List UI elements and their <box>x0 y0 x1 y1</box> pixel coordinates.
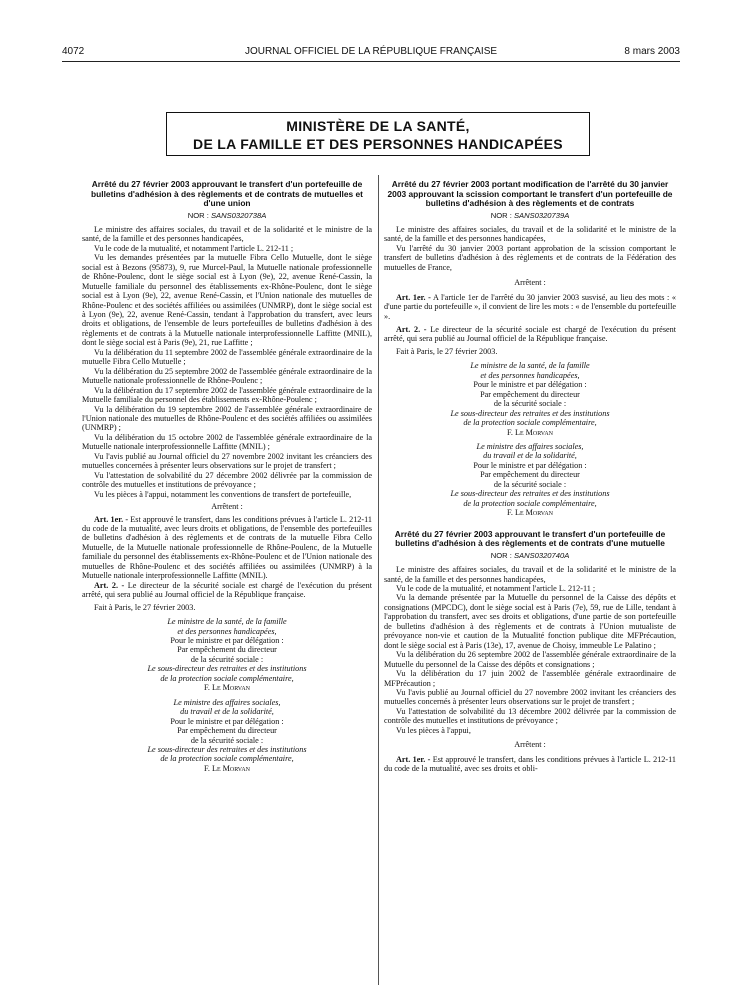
signatory-name: F. Le Morvan <box>203 683 251 693</box>
signature-line: de la protection sociale complémentaire, <box>160 673 294 683</box>
decree-title: Arrêté du 27 février 2003 approuvant le transfert d'un portefeuille de bulletins d'adhésion à des règlements et de contrats de mutuelles et d'une union <box>91 179 363 208</box>
nor-label: NOR : <box>187 210 209 220</box>
signature-line: de la sécurité sociale : <box>493 479 567 489</box>
signatory-name: F. Le Morvan <box>203 763 251 773</box>
article-1-text: A l'article 1er de l'arrêté du 30 janvier 2003 susvisé, au lieu des mots : « d'une partie du portefeuille », il convient de lire les mots : « de l'ensemble du portefeuille ». <box>384 292 676 321</box>
signature-line: du travail et de la solidarité, <box>180 707 274 717</box>
article-2-text: Le directeur de la sécurité sociale est chargé de l'exécution du présent arrêté, qui sera publié au Journal officiel de la République française. <box>384 325 677 344</box>
arretent: Arrêtent : <box>514 278 546 288</box>
article-1 <box>384 755 676 774</box>
paragraph: Vu le code de la mutualité, et notamment l'article L. 212-11 ; <box>396 584 596 593</box>
ministry-line-1: MINISTÈRE DE LA SANTÉ, <box>286 118 470 134</box>
nor-code: SANS0320740A <box>513 550 570 560</box>
journal-title: JOURNAL OFFICIEL DE LA RÉPUBLIQUE FRANÇAISE <box>244 46 498 57</box>
signature-line: de la sécurité sociale : <box>190 654 264 664</box>
page-number: 4072 <box>62 46 85 57</box>
signature-line: Le sous-directeur des retraites et des institutions <box>450 408 610 418</box>
decree-title-modification: Arrêté du 27 février 2003 portant modification de l'arrêté du 30 janvier 2003 approuvant la scission comportant le transfert d'un portefeuille de bulletins d'adhésion à des règlements et de contrats <box>387 179 673 208</box>
signature-line: Pour le ministre et par délégation : <box>473 380 587 390</box>
article-1-text: Est approuvé le transfert, dans les conditions prévues à l'article L. 212-11 du code de la mutualité, avec leurs droits et obligations, de l'ensemble des portefeuilles de bulletins d'adhésion à des règlements et de contrats de la mutuelle Fibra Cello Mutuelle, de la Mutuelle nationale professionnelle de Rhône-Poulenc, de la Mutuelle familiale du personnel des établissements ex-Rhône-Poulenc et de l'Union nationale des mutuelles de Rhône-Poulenc et des sociétés affiliées ou assimilées (UNMRP) à la Mutuelle nationale interprofessionnelle Laffitte (MNIL). <box>82 514 373 581</box>
arretent: Arrêtent : <box>514 740 546 750</box>
paragraph: Vu les demandes présentées par la mutuelle Fibra Cello Mutuelle, dont le siège social est à Bezons (95873), 9, rue Murcel-Paul, la Mutuelle nationale professionnelle de Rhône-Poulenc, dont le siège social est à Lyon (9e), 22, avenue René-Cassin, la Mutuelle familiale du personnel des établissements ex-Rhône-Poulenc, dont le siège social est à Lyon (9e), 22, avenue René-Cassin, et l'Union nationale des mutuelles de Rhône-Poulenc et des sociétés affiliées ou assimilées (UNMRP), dont le siège social est à Lyon (9e), 22, avenue René-Cassin, tendant à l'approbation du transfert, avec leurs droits et obligations, de l'ensemble de leurs portefeuilles de bulletins d'adhésion à des règlements et de contrats à la Mutuelle nationale interprofessionnelle Laffitte (MNIL), dont le siège social est à Paris (9e), 21, rue Laffitte ; <box>82 253 372 348</box>
nor-label: NOR : <box>490 210 512 220</box>
nor-reference <box>82 211 372 220</box>
paragraph: Vu la délibération du 17 septembre 2002 de l'assemblée générale extraordinaire de la Mutuelle familiale du personnel des établissements ex-Rhône-Poulenc ; <box>82 385 372 405</box>
signatory-name: F. Le Morvan <box>506 427 554 437</box>
left-paragraphs <box>82 225 372 499</box>
signature-line: Le ministre de la santé, de la famille <box>167 617 287 627</box>
signature-line: de la sécurité sociale : <box>190 735 264 745</box>
paragraph: Vu l'attestation de solvabilité du 13 décembre 2002 délivrée par la commission de contrôle des mutuelles et institutions de prévoyance ; <box>384 706 676 726</box>
paragraph: Vu la délibération du 19 septembre 2002 de l'assemblée générale extraordinaire de l'Union nationale des mutuelles de Rhône-Poulenc et des sociétés affiliées ou assimilées (UNMRP) ; <box>82 404 372 433</box>
article-1-text: Est approuvé le transfert, dans les conditions prévues à l'article L. 212-11 du code de la mutualité, avec ses droits et obli- <box>384 754 677 774</box>
ministry-heading-box <box>166 112 590 156</box>
paragraph: Vu l'attestation de solvabilité du 27 décembre 2002 délivrée par la commission de contrôle des mutuelles et institutions de prévoyance ; <box>82 470 372 490</box>
signature-line: Le sous-directeur des retraites et des institutions <box>450 489 610 499</box>
paragraph: Vu la délibération du 17 juin 2002 de l'assemblée générale extraordinaire de MFPrécaution ; <box>384 669 676 688</box>
signature-line: Par empêchement du directeur <box>480 470 580 480</box>
issue-date: 8 mars 2003 <box>624 46 680 57</box>
right-paragraphs <box>384 565 676 735</box>
fait-a-paris: Fait à Paris, le 27 février 2003. <box>94 602 196 612</box>
article-1 <box>384 293 676 321</box>
paragraph: Le ministre des affaires sociales, du travail et de la solidarité et le ministre de la santé, de la famille et des personnes handicapées, <box>384 565 676 584</box>
paragraph: Vu la délibération du 26 septembre 2002 de l'assemblée générale extraordinaire de la Mutuelle du personnel de la Caisse des dépôts et consignations ; <box>384 650 676 669</box>
header-rule <box>62 61 680 62</box>
arretent: Arrêtent : <box>211 502 243 512</box>
signature-line: et des personnes handicapées, <box>177 626 277 636</box>
article-1 <box>82 515 372 581</box>
signature-line: du travail et de la solidarité, <box>483 451 577 461</box>
right-column <box>384 180 676 774</box>
paragraph: Vu les pièces à l'appui, <box>396 725 471 735</box>
signature-block-social-affairs <box>384 442 676 518</box>
signature-line: et des personnes handicapées, <box>480 370 580 380</box>
signature-block-health <box>384 361 676 437</box>
ministry-line-2: DE LA FAMILLE ET DES PERSONNES HANDICAPÉES <box>193 136 563 152</box>
nor-reference-2 <box>384 551 676 560</box>
decree-title-transfer: Arrêté du 27 février 2003 approuvant le transfert d'un portefeuille de bulletins d'adhésion à des règlements et de contrats d'une mutuelle <box>394 528 666 549</box>
signature-block-social-affairs <box>82 698 372 774</box>
signature-line: Pour le ministre et par délégation : <box>473 460 587 470</box>
visa: Vu l'arrêté du 30 janvier 2003 portant approbation de la scission comportant le transfert de bulletins d'adhésion à des règlements et de contrats de la Fédération des mutuelles de France, <box>384 243 676 272</box>
nor-label: NOR : <box>490 550 512 560</box>
signature-line: Le ministre des affaires sociales, <box>476 442 584 452</box>
signature-line: Par empêchement du directeur <box>177 645 277 655</box>
nor-code: SANS0320739A <box>513 210 570 220</box>
paragraph: Le ministre des affaires sociales, du travail et de la solidarité et le ministre de la santé, de la famille et des personnes handicapées, <box>82 224 372 244</box>
signature-line: de la protection sociale complémentaire, <box>463 498 597 508</box>
article-2-text: Le directeur de la sécurité sociale est chargé de l'exécution du présent arrêté, qui sera publié au Journal officiel de la République française. <box>82 580 373 600</box>
article-2 <box>82 581 372 600</box>
paragraph: Vu la délibération du 11 septembre 2002 de l'assemblée générale extraordinaire de la mutuelle Fibra Cello Mutuelle ; <box>82 347 372 367</box>
paragraph: Vu l'avis publié au Journal officiel du 27 novembre 2002 invitant les créanciers des mutuelles concernées à présenter leurs observations sur le projet de transfert ; <box>82 451 372 471</box>
signature-line: Par empêchement du directeur <box>480 389 580 399</box>
article-2-label: Art. 2. - <box>94 580 125 590</box>
paragraph: Vu la délibération du 15 octobre 2002 de l'assemblée générale extraordinaire de la Mutuelle nationale interprofessionnelle Laffitte (MNIL) ; <box>82 432 372 452</box>
signatory-name: F. Le Morvan <box>506 508 554 518</box>
signature-line: Le ministre des affaires sociales, <box>173 697 281 707</box>
signature-line: de la sécurité sociale : <box>493 399 567 409</box>
signature-line: de la protection sociale complémentaire, <box>463 418 597 428</box>
signature-line: Le ministre de la santé, de la famille <box>470 361 590 371</box>
signature-line: Le sous-directeur des retraites et des institutions <box>147 744 307 754</box>
fait-a-paris: Fait à Paris, le 27 février 2003. <box>396 346 498 356</box>
preamble: Le ministre des affaires sociales, du travail et de la solidarité et le ministre de la santé, de la famille et des personnes handicapées, <box>384 224 676 244</box>
paragraph: Vu le code de la mutualité, et notamment l'article L. 212-11 ; <box>94 243 294 253</box>
paragraph: Vu la délibération du 25 septembre 2002 de l'assemblée générale extraordinaire de la Mutuelle nationale professionnelle de Rhône-Poulenc ; <box>82 366 372 386</box>
signature-line: Le sous-directeur des retraites et des institutions <box>147 664 307 674</box>
signature-line: Par empêchement du directeur <box>177 726 277 736</box>
article-1-label: Art. 1er. - <box>396 292 431 302</box>
nor-reference-1 <box>384 211 676 220</box>
paragraph: Vu l'avis publié au Journal officiel du 27 novembre 2002 invitant les créanciers des mutuelles concernés à présenter leurs observations sur le projet de transfert ; <box>384 687 676 707</box>
article-1-label: Art. 1er. - <box>396 754 431 764</box>
paragraph: Vu les pièces à l'appui, notamment les conventions de transfert de portefeuille, <box>94 489 352 499</box>
signature-line: Pour le ministre et par délégation : <box>170 635 284 645</box>
column-separator <box>378 175 379 985</box>
running-header <box>62 46 680 60</box>
article-1-label: Art. 1er. - <box>94 514 129 524</box>
paragraph: Vu la demande présentée par la Mutuelle du personnel de la Caisse des dépôts et consignations (MPCDC), dont le siège social est à Paris (7e), 59, rue de Lille, tendant à l'approbation du transfert, avec ses droits et obligations, d'une partie de son portefeuille de bulletins d'adhésion à des règlements et de contrats à l'Union mutualiste de prévoyance non-vie et caution de la Mutualité fonction publique dite MFPrécaution, dont le siège social est à Paris (13e), 17, avenue de Choisy, immeuble Le Palatino ; <box>384 593 676 650</box>
signature-line: de la protection sociale complémentaire, <box>160 754 294 764</box>
left-column <box>82 180 372 773</box>
signature-block-health <box>82 617 372 693</box>
signature-line: Pour le ministre et par délégation : <box>170 716 284 726</box>
article-2-label: Art. 2. - <box>396 325 427 335</box>
nor-code: SANS0320738A <box>210 210 267 220</box>
article-2 <box>384 325 676 344</box>
